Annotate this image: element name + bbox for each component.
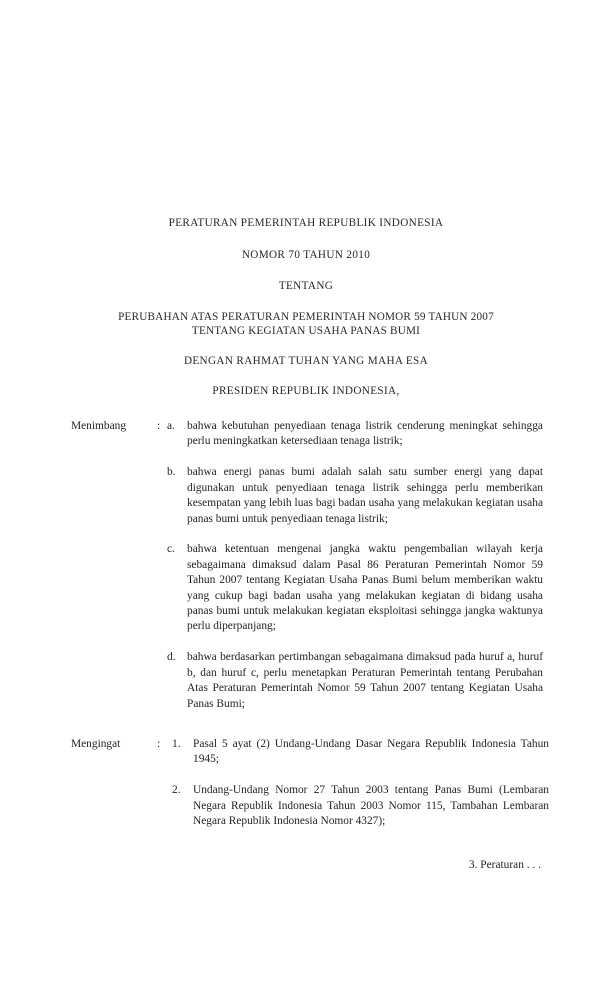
menimbang-item-text: bahwa berdasarkan pertimbangan sebagaimana dimaksud pada huruf a, huruf b, dan huruf c, perlu menetapkan Peraturan Pemerintah tentang Perubahan Atas Peraturan Pemerintah Nomor 59 Tahun 2007 tentang Kegiatan Usaha Panas Bumi;: [187, 651, 543, 710]
spacer: [0, 262, 612, 279]
list-marker: 1.: [172, 738, 181, 750]
clause-row: [0, 419, 612, 450]
menimbang-section: [0, 419, 612, 712]
heading-president-line: PRESIDEN REPUBLIK INDONESIA,: [212, 385, 400, 397]
spacer: [0, 635, 612, 651]
heading-tentang-label: TENTANG: [278, 280, 334, 292]
menimbang-colon: :: [157, 420, 161, 432]
menimbang-item-text: bahwa energi panas bumi adalah salah satu sumber energi yang dapat digunakan untuk penyediaan tenaga listrik sehingga perlu memberikan kesempatan yang lebih luas bagi badan usaha yang melakukan kegiatan usaha panas bumi untuk penyediaan tenaga listrik;: [187, 466, 543, 525]
heading-regulation-title: PERATURAN PEMERINTAH REPUBLIK INDONESIA: [168, 217, 444, 229]
clause-row: [0, 783, 612, 829]
heading-invocation: DENGAN RAHMAT TUHAN YANG MAHA ESA: [183, 355, 429, 367]
clause-row: [0, 650, 612, 712]
page-continuation-note: 3. Peraturan . . .: [468, 859, 541, 871]
heading-subject-line-1: PERUBAHAN ATAS PERATURAN PEMERINTAH NOMOR 59 TAHUN 2007: [118, 311, 494, 323]
mengingat-label: Mengingat: [71, 738, 121, 750]
menimbang-item-text: bahwa ketentuan mengenai jangka waktu pengembalian wilayah kerja sebagaimana dimaksud dalam Pasal 86 Peraturan Pemerintah Nomor 59 Tahun 2007 tentang Kegiatan Usaha Panas Bumi belum memberikan waktu yang cukup bagi badan usaha yang melakukan kegiatan di bidang usaha panas bumi untuk melakukan kegiatan eksploitasi sehingga jangka waktunya perlu diperpanjang;: [187, 543, 543, 633]
list-marker: b.: [167, 466, 176, 479]
spacer: [0, 293, 612, 310]
clause-row: [0, 542, 612, 634]
list-marker: d.: [167, 651, 176, 664]
mengingat-item-text: Pasal 5 ayat (2) Undang-Undang Dasar Negara Republik Indonesia Tahun 1945;: [193, 738, 549, 766]
list-marker: a.: [167, 420, 175, 432]
list-marker: c.: [167, 543, 175, 556]
spacer: [0, 527, 612, 543]
list-marker: 2.: [172, 784, 181, 797]
document-heading: [0, 216, 612, 398]
mengingat-section: [0, 737, 612, 830]
spacer: [0, 768, 612, 784]
spacer: [0, 338, 612, 354]
spacer: [0, 368, 612, 384]
spacer: [0, 230, 612, 248]
mengingat-colon: :: [157, 738, 161, 750]
spacer: [0, 450, 612, 466]
clause-row: [0, 737, 612, 768]
heading-subject-line-2: TENTANG KEGIATAN USAHA PANAS BUMI: [191, 325, 421, 337]
heading-regulation-number: NOMOR 70 TAHUN 2010: [241, 249, 371, 261]
menimbang-item-text: bahwa kebutuhan penyediaan tenaga listrik cenderung meningkat sehingga perlu meningkatkan ketersediaan tenaga listrik;: [187, 420, 543, 448]
menimbang-label: Menimbang: [71, 420, 127, 432]
mengingat-item-text: Undang-Undang Nomor 27 Tahun 2003 tentang Panas Bumi (Lembaran Negara Republik Indonesia Tahun 2003 Nomor 115, Tambahan Lembaran Negara Republik Indonesia Nomor 4327);: [193, 784, 549, 828]
clause-row: [0, 465, 612, 527]
